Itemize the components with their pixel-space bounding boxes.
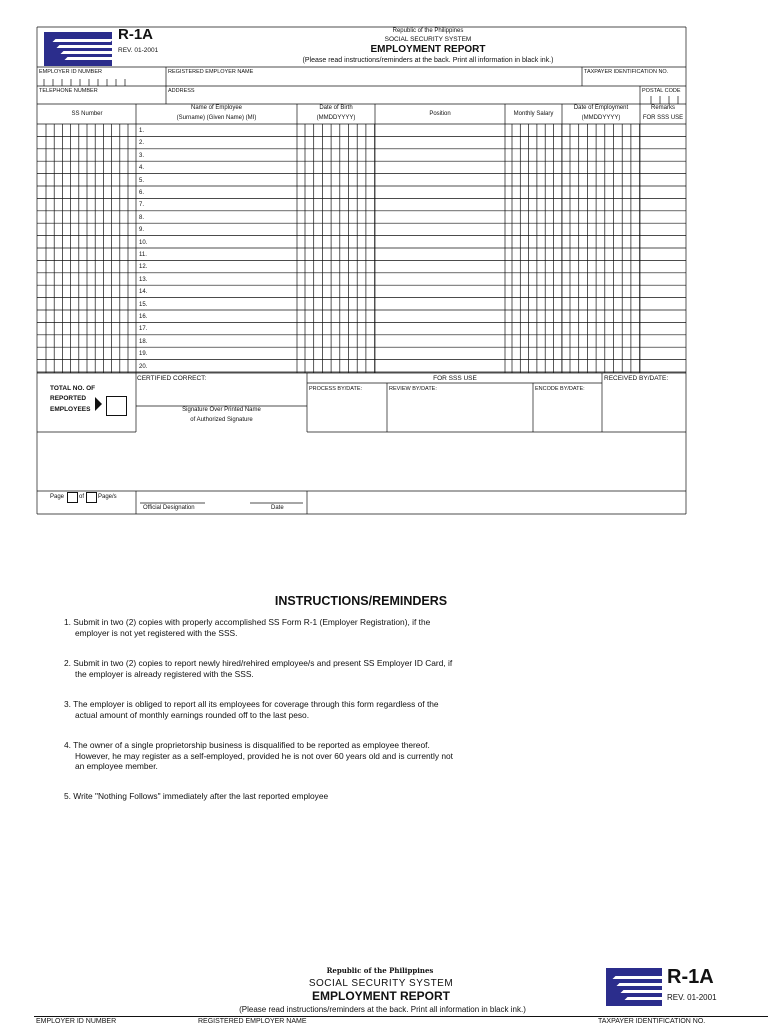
address-field[interactable]: ADDRESS (168, 88, 195, 94)
pages-label: Page/s (98, 494, 117, 500)
table-row-number: 4. (139, 165, 145, 172)
col-doe-sub: (MMDDYYYY) (581, 115, 621, 121)
instruction-line: 3. The employer is obliged to report all its employees for coverage through this form regardless of the (64, 699, 439, 709)
registered-name-field[interactable]: REGISTERED EMPLOYER NAME (168, 69, 254, 75)
table-row-number: 9. (139, 227, 145, 234)
total-label-line1: TOTAL NO. OF (50, 385, 96, 392)
col-dob-sub: (MMDDYYYY) (316, 115, 356, 121)
table-row-number: 1. (139, 128, 145, 134)
bottom-agency: SOCIAL SECURITY SYSTEM (308, 978, 454, 989)
form-code: R-1A (118, 26, 154, 43)
signature-label-line2: of Authorized Signature (190, 417, 253, 423)
of-label: of (79, 494, 85, 500)
agency-label: SOCIAL SECURITY SYSTEM (384, 36, 472, 43)
for-sss-use: FOR SSS USE (433, 375, 477, 382)
instruction-line: employer is not yet registered with the SSS. (75, 627, 238, 638)
signature-label-line1: Signature Over Printed Name (182, 407, 261, 413)
bottom-form-code: R-1A (667, 966, 714, 988)
sss-logo-bottom (606, 968, 662, 1006)
table-row-number: 6. (139, 190, 145, 196)
bottom-republic: Republic of the Philippines (326, 966, 434, 975)
table-row-number: 18. (139, 338, 148, 345)
table-row-number: 12. (139, 264, 148, 271)
table-row-number: 8. (139, 214, 145, 221)
table-row-number: 14. (139, 289, 148, 296)
tin-field[interactable]: TAXPAYER IDENTIFICATION NO. (584, 69, 669, 75)
bottom-tin: TAXPAYER IDENTIFICATION NO. (598, 1018, 706, 1025)
table-row-number: 10. (139, 239, 148, 246)
table-row-number: 11. (139, 252, 147, 258)
bottom-registered-name: REGISTERED EMPLOYER NAME (198, 1018, 307, 1025)
total-pages-box[interactable] (86, 492, 97, 503)
republic-label: Republic of the Philippines (392, 28, 464, 34)
postal-code-field[interactable]: POSTAL CODE (642, 88, 681, 94)
total-label-line2: REPORTED (50, 395, 87, 402)
bottom-revision: REV. 01-2001 (667, 993, 717, 1002)
telephone-field[interactable]: TELEPHONE NUMBER (39, 88, 98, 94)
col-position: Position (429, 111, 451, 117)
table-row-number: 16. (139, 314, 148, 320)
instruction-line: 5. Write "Nothing Follows" immediately after the last reported employee (64, 791, 329, 801)
table-row-number: 3. (139, 152, 145, 159)
bottom-title: EMPLOYMENT REPORT (311, 989, 450, 1003)
review-by: REVIEW BY/DATE: (389, 386, 437, 392)
form-title: EMPLOYMENT REPORT (370, 44, 486, 55)
col-remarks-sub: FOR SSS USE (642, 115, 684, 121)
instruction-line: However, he may register as a self-employed, provided he is not over 60 years old and is currently not (75, 750, 453, 761)
col-name-sub: (Surname) (Given Name) (MI) (176, 115, 257, 121)
process-by: PROCESS BY/DATE: (309, 386, 363, 392)
employer-id-field[interactable]: EMPLOYER ID NUMBER (39, 69, 102, 75)
received-by: RECEIVED BY/DATE: (604, 375, 669, 382)
date-label: Date (271, 505, 284, 511)
bottom-divider (34, 1016, 768, 1017)
table-row-number: 5. (139, 177, 145, 184)
table-row-number: 20. (139, 363, 148, 370)
instruction-line: 4. The owner of a single proprietorship business is disqualified to be reported as employee thereof. (64, 740, 430, 750)
revision: REV. 01-2001 (118, 47, 159, 54)
col-remarks-title: Remarks (650, 105, 675, 111)
page-label: Page (50, 494, 65, 500)
instruction-line: 2. Submit in two (2) copies to report newly hired/rehired employee/s and present SS Employer ID Card, if (64, 658, 453, 668)
instruction-line: the employer is already registered with the SSS. (75, 668, 254, 679)
table-row-number: 17. (139, 326, 148, 333)
certified-correct: CERTIFIED CORRECT: (137, 375, 207, 382)
col-dob-title: Date of Birth (319, 105, 353, 111)
total-label-line3: EMPLOYEES (50, 406, 91, 413)
page-number-box[interactable] (67, 492, 78, 503)
form-note: (Please read instructions/reminders at the back. Print all information in black ink.) (302, 57, 554, 64)
instruction-line: actual amount of monthly earnings rounded off to the last peso. (75, 709, 310, 720)
col-name-title: Name of Employee (190, 105, 243, 111)
table-row-number: 7. (139, 202, 145, 209)
bottom-employer-id: EMPLOYER ID NUMBER (36, 1018, 117, 1025)
col-doe-title: Date of Employment (573, 105, 629, 111)
table-row-number: 2. (139, 140, 145, 147)
sss-logo (44, 32, 112, 66)
table-row-number: 13. (139, 276, 148, 283)
total-employees-box[interactable] (106, 396, 127, 416)
official-designation: Official Designation (143, 505, 195, 511)
instruction-line: 1. Submit in two (2) copies with properly accomplished SS Form R-1 (Employer Registration), if the (64, 617, 431, 627)
encode-by: ENCODE BY/DATE: (535, 386, 585, 392)
table-row-number: 19. (139, 351, 148, 358)
instruction-line: an employee member. (75, 761, 158, 771)
col-salary: Monthly Salary (513, 111, 554, 117)
instructions-title: INSTRUCTIONS/REMINDERS (274, 594, 448, 608)
bottom-note: (Please read instructions/reminders at the back. Print all information in black ink.) (239, 1005, 526, 1014)
col-ss-number: SS Number (71, 111, 103, 117)
table-row-number: 15. (139, 301, 148, 308)
arrow-right-icon (95, 397, 103, 411)
